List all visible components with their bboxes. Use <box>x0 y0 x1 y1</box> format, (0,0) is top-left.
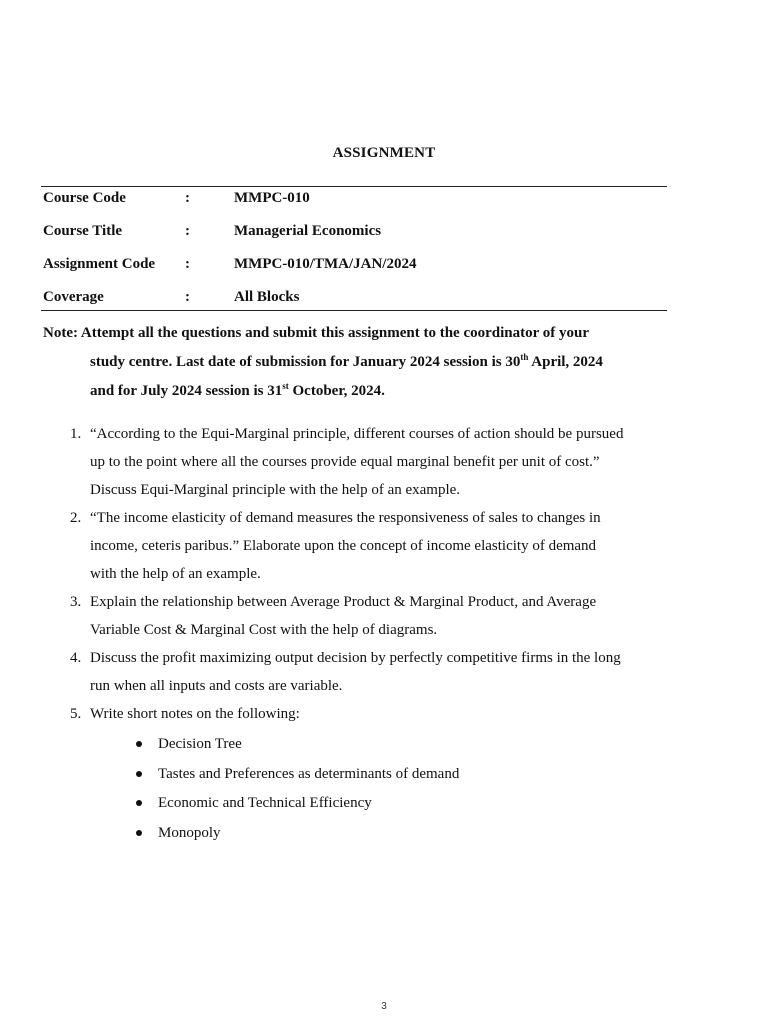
question-text <box>90 588 670 644</box>
short-notes-list <box>90 730 670 848</box>
question-text <box>90 420 670 504</box>
list-item-text: Monopoly <box>158 824 221 841</box>
info-value: MMPC-010 <box>234 190 310 206</box>
question-line: with the help of an example. <box>90 566 261 582</box>
page-number: 3 <box>381 1001 387 1012</box>
course-info-table <box>41 186 667 311</box>
question-line: Discuss the profit maximizing output decision by perfectly competitive firms in the long <box>90 650 621 666</box>
page-title: ASSIGNMENT <box>332 145 436 161</box>
info-row-course-title <box>41 220 667 253</box>
list-item <box>90 819 670 849</box>
note-text: study centre. Last date of submission for January 2024 session is 30 <box>90 354 521 370</box>
question-item <box>70 700 670 848</box>
question-list <box>70 420 670 848</box>
info-label: Assignment Code <box>43 256 156 272</box>
question-item <box>70 644 670 700</box>
info-value: MMPC-010/TMA/JAN/2024 <box>234 256 417 272</box>
note-superscript: th <box>520 352 529 362</box>
info-label: Course Code <box>43 190 126 206</box>
list-item-text: Economic and Technical Efficiency <box>158 795 372 811</box>
question-item <box>70 504 670 588</box>
question-text <box>90 700 670 728</box>
info-value: All Blocks <box>234 289 300 305</box>
note-text: and for July 2024 session is 31 <box>90 383 283 399</box>
question-line: Explain the relationship between Average Product & Marginal Product, and Average <box>90 594 597 610</box>
question-item <box>70 588 670 644</box>
note-line-1: Note: Attempt all the questions and submit this assignment to the coordinator of your <box>43 325 589 341</box>
info-label: Course Title <box>43 223 123 239</box>
question-line: income, ceteris paribus.” Elaborate upon the concept of income elasticity of demand <box>90 538 597 554</box>
submission-note <box>43 319 667 406</box>
question-number: 5. <box>70 706 82 722</box>
bullet-icon <box>136 771 142 777</box>
info-row-assignment-code <box>41 253 667 286</box>
question-line: “The income elasticity of demand measures the responsiveness of sales to changes in <box>90 510 601 526</box>
bullet-icon <box>136 800 142 806</box>
list-item-text: Decision Tree <box>158 736 242 752</box>
question-text <box>90 644 670 700</box>
note-text: April, 2024 <box>528 354 603 370</box>
note-superscript: st <box>282 381 289 391</box>
info-row-course-code <box>41 187 667 220</box>
note-line-3 <box>43 377 667 406</box>
list-item-text: Tastes and Preferences as determinants of demand <box>158 765 460 782</box>
question-number: 1. <box>70 426 82 442</box>
question-line: Write short notes on the following: <box>90 706 300 722</box>
info-colon: : <box>185 223 190 239</box>
bullet-icon <box>136 741 142 747</box>
question-line: up to the point where all the courses provide equal marginal benefit per unit of cost.” <box>90 454 600 470</box>
note-line-2 <box>43 348 667 377</box>
question-number: 4. <box>70 650 82 666</box>
info-label: Coverage <box>43 289 104 305</box>
bullet-icon <box>136 830 142 836</box>
question-item <box>70 420 670 504</box>
list-item <box>90 789 670 819</box>
list-item <box>90 730 670 760</box>
question-number: 2. <box>70 510 82 526</box>
question-line: run when all inputs and costs are variable. <box>90 678 343 694</box>
list-item <box>90 760 670 790</box>
info-colon: : <box>185 190 190 206</box>
info-colon: : <box>185 289 190 305</box>
info-colon: : <box>185 256 190 272</box>
info-value: Managerial Economics <box>234 223 382 239</box>
question-line: Variable Cost & Marginal Cost with the help of diagrams. <box>90 622 438 638</box>
question-line: “According to the Equi-Marginal principle, different courses of action should be pursued <box>90 426 624 442</box>
question-text <box>90 504 670 588</box>
info-row-coverage <box>41 286 667 310</box>
question-number: 3. <box>70 594 82 610</box>
note-text: October, 2024. <box>288 383 385 399</box>
question-line: Discuss Equi-Marginal principle with the help of an example. <box>90 482 461 498</box>
